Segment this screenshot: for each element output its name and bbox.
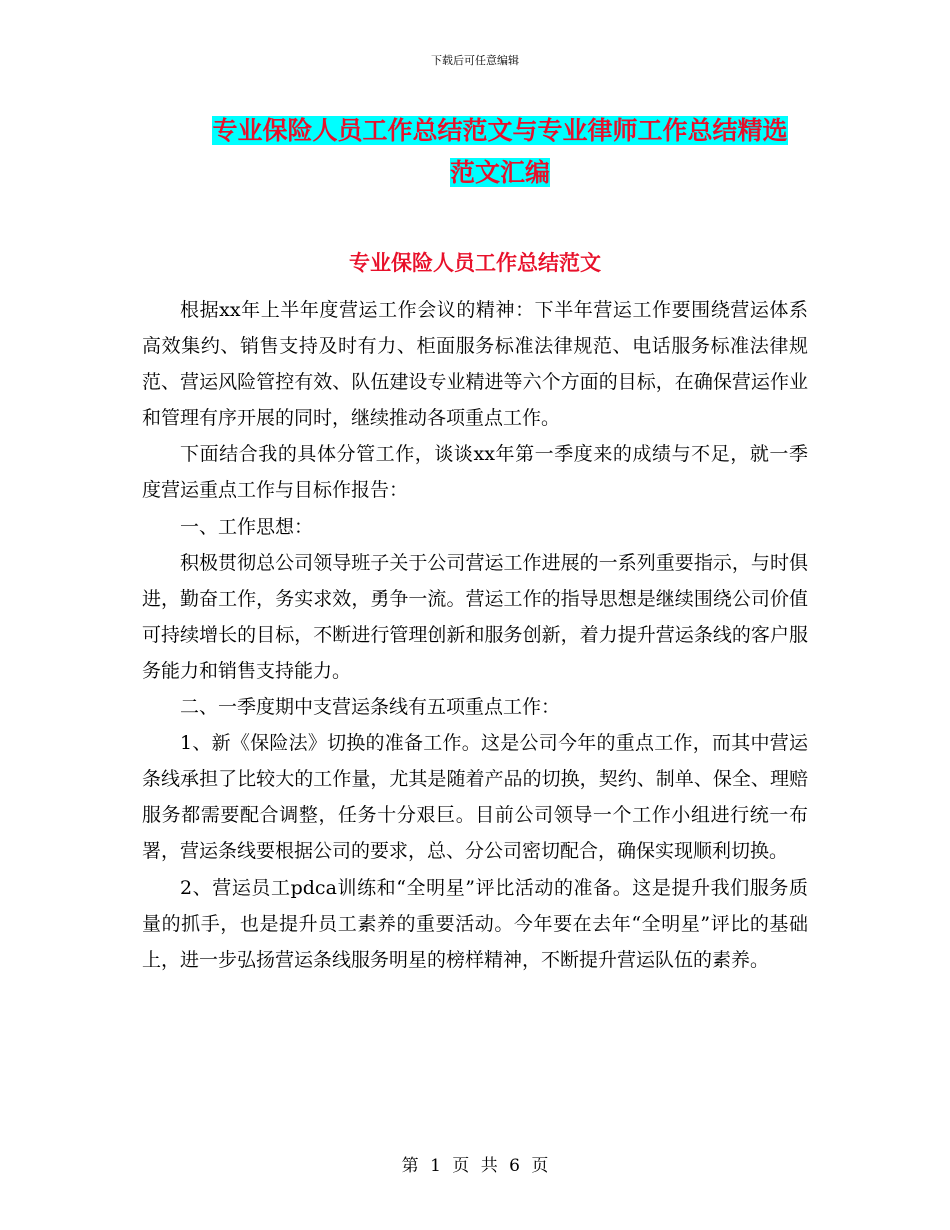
paragraph: 二、一季度期中支营运条线有五项重点工作： [180, 696, 561, 719]
page-number: 第 1 页 共 6 页 [401, 1156, 549, 1176]
document-title-line-2: 范文汇编 [449, 158, 550, 187]
section-title: 专业保险人员工作总结范文 [349, 250, 601, 275]
body-text [142, 292, 808, 978]
header-note: 下载后可任意编辑 [431, 54, 519, 67]
paragraph: 一、工作思想： [180, 515, 314, 538]
document-title-line-1: 专业保险人员工作总结范文与专业律师工作总结精选 [212, 116, 788, 145]
paragraph: 1、新《保险法》切换的准备工作。这是公司今年的重点工作，而其中营运条线承担了比较大的工作量，尤其是随着产品的切换，契约、制单、保全、理赔服务都需要配合调整，任务十分艰巨。目前公司领导一个工作小组进行统一布署，营运条线要根据公司的要求，总、分公司密切配合，确保实现顺利切换。 [142, 732, 808, 863]
paragraph: 下面结合我的具体分管工作，谈谈xx年第一季度来的成绩与不足，就一季度营运重点工作与目标作报告： [142, 443, 808, 502]
paragraph: 积极贯彻总公司领导班子关于公司营运工作进展的一系列重要指示，与时俱进，勤奋工作，务实求效，勇争一流。营运工作的指导思想是继续围绕公司价值可持续增长的目标，不断进行管理创新和服务创新，着力提升营运条线的客户服务能力和销售支持能力。 [142, 551, 808, 682]
paragraph: 根据xx年上半年度营运工作会议的精神：下半年营运工作要围绕营运体系高效集约、销售支持及时有力、柜面服务标准法律规范、电话服务标准法律规范、营运风险管控有效、队伍建设专业精进等六个方面的目标，在确保营运作业和管理有序开展的同时，继续推动各项重点工作。 [142, 299, 808, 430]
paragraph: 2、营运员工pdca训练和“全明星”评比活动的准备。这是提升我们服务质量的抓手，也是提升员工素养的重要活动。今年要在去年“全明星”评比的基础上，进一步弘扬营运条线服务明星的榜样精神，不断提升营运队伍的素养。 [142, 876, 808, 971]
document-title [140, 110, 860, 194]
